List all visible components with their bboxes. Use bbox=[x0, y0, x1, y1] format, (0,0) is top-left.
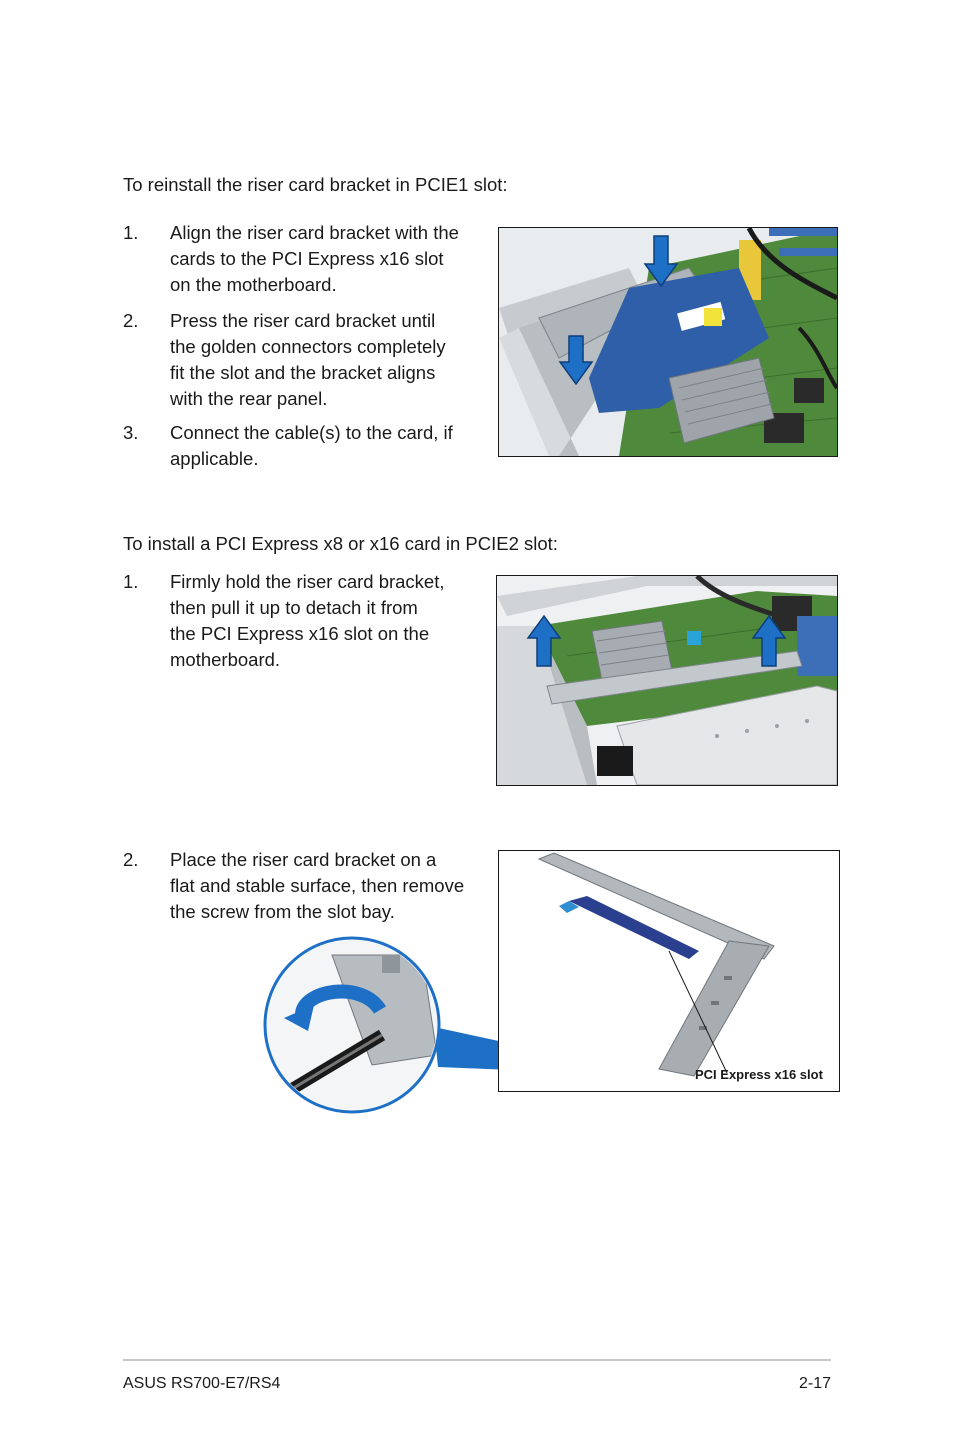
s2-step1-line: then pull it up to detach it from bbox=[170, 597, 418, 618]
s2-step2-line: Place the riser card bracket on a bbox=[170, 849, 437, 870]
callout-pci-express-x16-slot: PCI Express x16 slot bbox=[695, 1067, 823, 1082]
s1-step3-line: Connect the cable(s) to the card, if bbox=[170, 422, 453, 443]
s1-step3-text bbox=[170, 420, 453, 472]
s1-step2-line: the golden connectors completely bbox=[170, 336, 446, 357]
figure-riser-detach-photo bbox=[496, 575, 838, 786]
s2-step2-line: the screw from the slot bay. bbox=[170, 901, 395, 922]
s1-step1-number: 1. bbox=[123, 222, 139, 243]
s1-step2-line: fit the slot and the bracket aligns bbox=[170, 362, 436, 383]
s2-step1-text bbox=[170, 569, 445, 673]
s2-step2-number: 2. bbox=[123, 849, 139, 870]
s1-step3-line: applicable. bbox=[170, 448, 259, 469]
s2-step2-text bbox=[170, 847, 464, 925]
s1-step2-line: with the rear panel. bbox=[170, 388, 328, 409]
figure-riser-install-photo bbox=[498, 227, 838, 457]
s1-step3-number: 3. bbox=[123, 422, 139, 443]
figure-riser-bracket-photo bbox=[498, 850, 840, 1092]
s1-step1-line: cards to the PCI Express x16 slot bbox=[170, 248, 444, 269]
s2-step1-line: the PCI Express x16 slot on the bbox=[170, 623, 430, 644]
footer-product-name: ASUS RS700-E7/RS4 bbox=[123, 1375, 281, 1392]
s1-step1-line: Align the riser card bracket with the bbox=[170, 222, 459, 243]
section1-intro: To reinstall the riser card bracket in PCIE1 slot: bbox=[123, 174, 508, 195]
s1-step2-line: Press the riser card bracket until bbox=[170, 310, 436, 331]
footer-page-number: 2-17 bbox=[798, 1375, 831, 1392]
section2-intro: To install a PCI Express x8 or x16 card in PCIE2 slot: bbox=[123, 533, 558, 554]
s2-step1-number: 1. bbox=[123, 571, 139, 592]
s1-step1-text bbox=[170, 220, 459, 298]
s1-step1-line: on the motherboard. bbox=[170, 274, 337, 295]
footer-rule bbox=[123, 1359, 831, 1361]
s1-step2-number: 2. bbox=[123, 310, 139, 331]
s1-step2-text bbox=[170, 308, 446, 412]
s2-step1-line: Firmly hold the riser card bracket, bbox=[170, 571, 445, 592]
s2-step1-line: motherboard. bbox=[170, 649, 281, 670]
s2-step2-line: flat and stable surface, then remove bbox=[170, 875, 465, 896]
